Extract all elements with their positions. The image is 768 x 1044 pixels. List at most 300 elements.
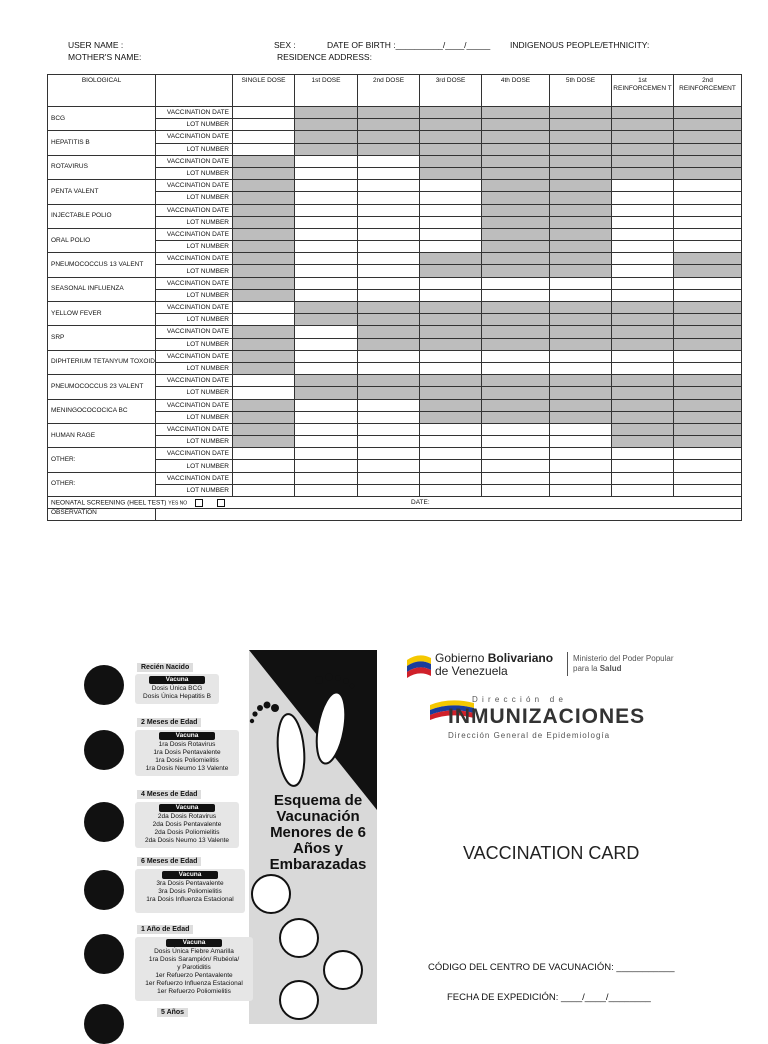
dose-text: 1ra Dosis Pentavalente (153, 749, 221, 756)
entry-cell[interactable] (612, 460, 674, 472)
entry-cell[interactable] (550, 460, 612, 472)
vaccine-name: SRP (48, 326, 156, 350)
shaded-cell (550, 302, 612, 314)
vacuna-label: Vacuna (166, 939, 222, 947)
entry-cell[interactable] (482, 289, 550, 301)
shaded-cell (612, 411, 674, 423)
shaded-cell (674, 143, 742, 155)
entry-cell[interactable] (295, 180, 358, 192)
entry-cell[interactable] (233, 314, 295, 326)
entry-cell[interactable] (358, 155, 420, 167)
venezuela-flag-icon (405, 650, 433, 680)
logo-divider (567, 652, 568, 676)
entry-cell[interactable] (550, 362, 612, 374)
vaccination-date-label: VACCINATION DATE (156, 472, 233, 484)
entry-cell[interactable] (295, 167, 358, 179)
stage-age-label: 1 Año de Edad (137, 925, 193, 934)
entry-cell[interactable] (420, 472, 482, 484)
entry-cell[interactable] (550, 277, 612, 289)
vaccine-row (48, 472, 742, 484)
vaccine-row (48, 302, 742, 314)
toddler-1y-icon (84, 934, 124, 974)
salud-text: Salud (599, 664, 622, 673)
shaded-cell (612, 143, 674, 155)
shaded-cell (233, 253, 295, 265)
vaccine-row (48, 253, 742, 265)
entry-cell[interactable] (482, 460, 550, 472)
entry-cell[interactable] (295, 155, 358, 167)
residence-label: RESIDENCE ADDRESS: (277, 52, 372, 62)
shaded-cell (612, 155, 674, 167)
entry-cell[interactable] (233, 119, 295, 131)
no-checkbox[interactable] (217, 499, 225, 507)
entry-cell[interactable] (612, 192, 674, 204)
shaded-cell (233, 265, 295, 277)
dose-text: 3ra Dosis Pentavalente (156, 880, 224, 887)
vaccination-date-label: VACCINATION DATE (156, 375, 233, 387)
dose-text: 3ra Dosis Poliomielitis (158, 888, 222, 895)
entry-cell[interactable] (358, 436, 420, 448)
shaded-cell (482, 167, 550, 179)
entry-cell[interactable] (420, 277, 482, 289)
col-header: 1st DOSE (295, 75, 358, 107)
col-header: SINGLE DOSE (233, 75, 295, 107)
entry-cell[interactable] (295, 216, 358, 228)
shaded-cell (233, 192, 295, 204)
dose-text: 1ra Dosis Rotavirus (158, 741, 216, 748)
vaccine-row (48, 107, 742, 119)
shaded-cell (482, 180, 550, 192)
lot-number-label: LOT NUMBER (156, 411, 233, 423)
shaded-cell (674, 338, 742, 350)
entry-cell[interactable] (358, 289, 420, 301)
entry-cell[interactable] (612, 362, 674, 374)
entry-cell[interactable] (295, 448, 358, 460)
neonatal-row (48, 497, 742, 509)
stage-age-label: 2 Meses de Edad (137, 718, 201, 727)
shaded-cell (550, 131, 612, 143)
entry-cell[interactable] (233, 484, 295, 496)
shaded-cell (358, 131, 420, 143)
entry-cell[interactable] (233, 460, 295, 472)
shaded-cell (550, 180, 612, 192)
entry-cell[interactable] (612, 289, 674, 301)
shaded-cell (358, 302, 420, 314)
entry-cell[interactable] (358, 350, 420, 362)
dose-text: 1er Refuerzo Poliomielitis (157, 988, 231, 995)
entry-cell[interactable] (420, 460, 482, 472)
shaded-cell (674, 119, 742, 131)
entry-cell[interactable] (612, 265, 674, 277)
shaded-cell (482, 216, 550, 228)
vaccine-row (48, 180, 742, 192)
dose-text: 1ra Dosis Neumo 13 Valente (145, 765, 229, 772)
entry-cell[interactable] (674, 241, 742, 253)
stage-vaccine-box (135, 869, 245, 913)
vaccine-name: OTHER: (48, 448, 156, 472)
shaded-cell (612, 314, 674, 326)
entry-cell[interactable] (482, 448, 550, 460)
entry-cell[interactable] (674, 277, 742, 289)
shaded-cell (420, 338, 482, 350)
vaccine-row (48, 204, 742, 216)
entry-cell[interactable] (420, 216, 482, 228)
entry-cell[interactable] (358, 192, 420, 204)
col-header: 3rd DOSE (420, 75, 482, 107)
shaded-cell (550, 192, 612, 204)
entry-cell[interactable] (482, 472, 550, 484)
inmunizaciones-logo (428, 693, 678, 745)
shaded-cell (482, 375, 550, 387)
entry-cell[interactable] (358, 448, 420, 460)
shaded-cell (358, 326, 420, 338)
shaded-cell (233, 204, 295, 216)
entry-cell[interactable] (420, 241, 482, 253)
shaded-cell (233, 362, 295, 374)
vaccination-date-label: VACCINATION DATE (156, 302, 233, 314)
shaded-cell (482, 228, 550, 240)
entry-cell[interactable] (420, 192, 482, 204)
shaded-cell (674, 302, 742, 314)
entry-cell[interactable] (233, 302, 295, 314)
shaded-cell (420, 131, 482, 143)
entry-cell[interactable] (295, 228, 358, 240)
vaccination-date-label: VACCINATION DATE (156, 155, 233, 167)
entry-cell[interactable] (295, 253, 358, 265)
entry-cell[interactable] (295, 362, 358, 374)
vaccine-name: PNEUMOCOCCUS 13 VALENT (48, 253, 156, 277)
shaded-cell (550, 411, 612, 423)
vacuna-label: Vacuna (149, 676, 205, 684)
shaded-cell (233, 338, 295, 350)
entry-cell[interactable] (295, 460, 358, 472)
entry-cell[interactable] (482, 423, 550, 435)
table-header-row (48, 75, 742, 107)
vaccine-row (48, 326, 742, 338)
gobierno-text: Gobierno (435, 651, 488, 665)
vaccination-date-label: VACCINATION DATE (156, 180, 233, 192)
entry-cell[interactable] (550, 484, 612, 496)
shaded-cell (550, 216, 612, 228)
entry-cell[interactable] (674, 216, 742, 228)
shaded-cell (674, 265, 742, 277)
entry-cell[interactable] (674, 362, 742, 374)
entry-cell[interactable] (674, 180, 742, 192)
shaded-cell (295, 119, 358, 131)
shaded-cell (674, 131, 742, 143)
entry-cell[interactable] (420, 448, 482, 460)
entry-cell[interactable] (295, 204, 358, 216)
entry-cell[interactable] (358, 277, 420, 289)
vaccination-date-label: VACCINATION DATE (156, 448, 233, 460)
shaded-cell (233, 155, 295, 167)
vaccination-schedule-poster (79, 650, 379, 1024)
entry-cell[interactable] (358, 241, 420, 253)
shaded-cell (612, 338, 674, 350)
entry-cell[interactable] (358, 167, 420, 179)
vaccine-row (48, 399, 742, 411)
shaded-cell (482, 143, 550, 155)
entry-cell[interactable] (674, 484, 742, 496)
shaded-cell (233, 216, 295, 228)
baby-4m-icon (84, 802, 124, 842)
entry-cell[interactable] (358, 362, 420, 374)
dose-text: Dosis Única Hepatitis B (143, 693, 211, 700)
vaccination-date-label: VACCINATION DATE (156, 204, 233, 216)
entry-cell[interactable] (674, 460, 742, 472)
entry-cell[interactable] (295, 484, 358, 496)
shaded-cell (420, 265, 482, 277)
entry-cell[interactable] (674, 350, 742, 362)
shaded-cell (482, 399, 550, 411)
entry-cell[interactable] (482, 277, 550, 289)
entry-cell[interactable] (295, 326, 358, 338)
shaded-cell (233, 277, 295, 289)
stage-vaccine-box (135, 730, 239, 776)
entry-cell[interactable] (295, 350, 358, 362)
entry-cell[interactable] (612, 253, 674, 265)
entry-cell[interactable] (295, 411, 358, 423)
entry-cell[interactable] (358, 228, 420, 240)
entry-cell[interactable] (295, 436, 358, 448)
col-header: 2nd DOSE (358, 75, 420, 107)
entry-cell[interactable] (674, 472, 742, 484)
entry-cell[interactable] (612, 484, 674, 496)
entry-cell[interactable] (233, 131, 295, 143)
shaded-cell (550, 265, 612, 277)
entry-cell[interactable] (358, 423, 420, 435)
gobierno-logo (405, 648, 705, 688)
shaded-cell (482, 411, 550, 423)
inmunizaciones-text: INMUNIZACIONES (448, 705, 646, 728)
entry-cell[interactable] (358, 180, 420, 192)
vaccine-name: ORAL POLIO (48, 228, 156, 252)
entry-cell[interactable] (420, 204, 482, 216)
poster-title: Esquema de Vacunación Menores de 6 Años y Embarazadas (269, 792, 367, 873)
observation-field[interactable] (156, 509, 742, 521)
shaded-cell (674, 399, 742, 411)
shaded-cell (295, 107, 358, 119)
entry-cell[interactable] (550, 436, 612, 448)
shaded-cell (420, 253, 482, 265)
shaded-cell (482, 192, 550, 204)
shaded-cell (550, 143, 612, 155)
center-code-field[interactable]: CÓDIGO DEL CENTRO DE VACUNACIÓN: ___________ (428, 962, 675, 973)
shaded-cell (233, 289, 295, 301)
vaccine-row (48, 448, 742, 460)
entry-cell[interactable] (420, 423, 482, 435)
shaded-cell (420, 326, 482, 338)
vaccine-row (48, 423, 742, 435)
entry-cell[interactable] (674, 289, 742, 301)
col-header: 2nd REINFORCEMENT (674, 75, 742, 107)
entry-cell[interactable] (420, 362, 482, 374)
crawling-baby-icon (323, 950, 363, 990)
shaded-cell (612, 375, 674, 387)
shaded-cell (358, 314, 420, 326)
entry-cell[interactable] (233, 375, 295, 387)
vaccination-date-label: VACCINATION DATE (156, 107, 233, 119)
child-5y-icon (84, 1004, 124, 1044)
stage-vaccine-box (135, 937, 253, 1001)
entry-cell[interactable] (295, 472, 358, 484)
dose-text: 2da Dosis Neumo 13 Valente (144, 837, 230, 844)
vaccination-date-label: VACCINATION DATE (156, 228, 233, 240)
entry-cell[interactable] (295, 338, 358, 350)
stage-age-label: Recién Nacido (137, 663, 193, 672)
venezuela-text: de Venezuela (435, 664, 508, 678)
vaccine-name: ROTAVIRUS (48, 155, 156, 179)
vaccine-row (48, 228, 742, 240)
lot-number-label: LOT NUMBER (156, 314, 233, 326)
entry-cell[interactable] (295, 241, 358, 253)
shaded-cell (358, 338, 420, 350)
entry-cell[interactable] (358, 399, 420, 411)
shaded-cell (482, 387, 550, 399)
entry-cell[interactable] (612, 180, 674, 192)
lot-number-label: LOT NUMBER (156, 436, 233, 448)
entry-cell[interactable] (233, 448, 295, 460)
shaded-cell (612, 423, 674, 435)
dose-text: y Parotiditis (177, 964, 211, 971)
shaded-cell (420, 119, 482, 131)
shaded-cell (482, 314, 550, 326)
entry-cell[interactable] (420, 436, 482, 448)
shaded-cell (358, 375, 420, 387)
shaded-cell (482, 107, 550, 119)
entry-cell[interactable] (420, 350, 482, 362)
shaded-cell (295, 314, 358, 326)
entry-cell[interactable] (612, 448, 674, 460)
entry-cell[interactable] (295, 399, 358, 411)
dose-text: 2da Dosis Pentavalente (152, 821, 222, 828)
entry-cell[interactable] (358, 265, 420, 277)
entry-cell[interactable] (295, 423, 358, 435)
shaded-cell (674, 155, 742, 167)
entry-cell[interactable] (420, 289, 482, 301)
entry-cell[interactable] (674, 204, 742, 216)
neonatal-date-label: DATE: (411, 498, 430, 506)
shaded-cell (550, 204, 612, 216)
entry-cell[interactable] (612, 472, 674, 484)
observation-label: OBSERVATION (48, 509, 156, 521)
stage-age-label: 6 Meses de Edad (137, 857, 201, 866)
entry-cell[interactable] (550, 448, 612, 460)
shaded-cell (482, 119, 550, 131)
entry-cell[interactable] (295, 192, 358, 204)
lot-number-label: LOT NUMBER (156, 119, 233, 131)
vacuna-label: Vacuna (159, 804, 215, 812)
entry-cell[interactable] (612, 216, 674, 228)
sitting-baby-icon (279, 980, 319, 1020)
shaded-cell (550, 228, 612, 240)
entry-cell[interactable] (612, 228, 674, 240)
entry-cell[interactable] (420, 180, 482, 192)
entry-cell[interactable] (482, 436, 550, 448)
dose-text: Dosis Única Fiebre Amarilla (154, 948, 234, 955)
shaded-cell (420, 167, 482, 179)
entry-cell[interactable] (550, 350, 612, 362)
entry-cell[interactable] (358, 460, 420, 472)
entry-cell[interactable] (233, 472, 295, 484)
entry-cell[interactable] (358, 204, 420, 216)
entry-cell[interactable] (612, 350, 674, 362)
shaded-cell (295, 143, 358, 155)
shaded-cell (612, 387, 674, 399)
entry-cell[interactable] (482, 350, 550, 362)
entry-cell[interactable] (358, 484, 420, 496)
shaded-cell (674, 411, 742, 423)
entry-cell[interactable] (420, 228, 482, 240)
entry-cell[interactable] (295, 265, 358, 277)
entry-cell[interactable] (674, 228, 742, 240)
entry-cell[interactable] (612, 204, 674, 216)
entry-cell[interactable] (420, 484, 482, 496)
dob-label: DATE OF BIRTH :__________/____/_____ (327, 40, 491, 50)
vacuna-label: Vacuna (162, 871, 218, 879)
entry-cell[interactable] (482, 362, 550, 374)
shaded-cell (233, 180, 295, 192)
entry-cell[interactable] (674, 192, 742, 204)
issue-date-field[interactable]: FECHA DE EXPEDICIÓN: ____/____/________ (447, 992, 651, 1003)
vaccine-name: YELLOW FEVER (48, 302, 156, 326)
vaccination-date-label: VACCINATION DATE (156, 131, 233, 143)
entry-cell[interactable] (550, 289, 612, 301)
entry-cell[interactable] (550, 472, 612, 484)
shaded-cell (550, 338, 612, 350)
direccion-text: D i r e c c i ó n d e (472, 695, 564, 704)
entry-cell[interactable] (482, 484, 550, 496)
entry-cell[interactable] (358, 253, 420, 265)
mother-name-label: MOTHER'S NAME: (68, 52, 142, 62)
shaded-cell (358, 387, 420, 399)
shaded-cell (482, 253, 550, 265)
entry-cell[interactable] (295, 277, 358, 289)
shaded-cell (482, 326, 550, 338)
stage-vaccine-box (135, 674, 219, 704)
vaccination-date-label: VACCINATION DATE (156, 326, 233, 338)
vaccine-name: OTHER: (48, 472, 156, 496)
shaded-cell (233, 167, 295, 179)
entry-cell[interactable] (233, 143, 295, 155)
entry-cell[interactable] (550, 423, 612, 435)
entry-cell[interactable] (612, 241, 674, 253)
entry-cell[interactable] (295, 289, 358, 301)
vaccine-row (48, 375, 742, 387)
yes-no-label: YES NO (168, 500, 188, 507)
entry-cell[interactable] (358, 216, 420, 228)
entry-cell[interactable] (358, 411, 420, 423)
lot-number-label: LOT NUMBER (156, 192, 233, 204)
shaded-cell (420, 387, 482, 399)
yes-checkbox[interactable] (195, 499, 203, 507)
entry-cell[interactable] (612, 277, 674, 289)
entry-cell[interactable] (233, 387, 295, 399)
newborn-icon (84, 665, 124, 705)
entry-cell[interactable] (674, 448, 742, 460)
col-header: 4th DOSE (482, 75, 550, 107)
shaded-cell (612, 399, 674, 411)
entry-cell[interactable] (358, 472, 420, 484)
shaded-cell (420, 375, 482, 387)
lot-number-label: LOT NUMBER (156, 216, 233, 228)
vaccine-name: SEASONAL INFLUENZA (48, 277, 156, 301)
shaded-cell (358, 119, 420, 131)
shaded-cell (550, 253, 612, 265)
entry-cell[interactable] (233, 107, 295, 119)
shaded-cell (674, 326, 742, 338)
vaccination-date-label: VACCINATION DATE (156, 277, 233, 289)
